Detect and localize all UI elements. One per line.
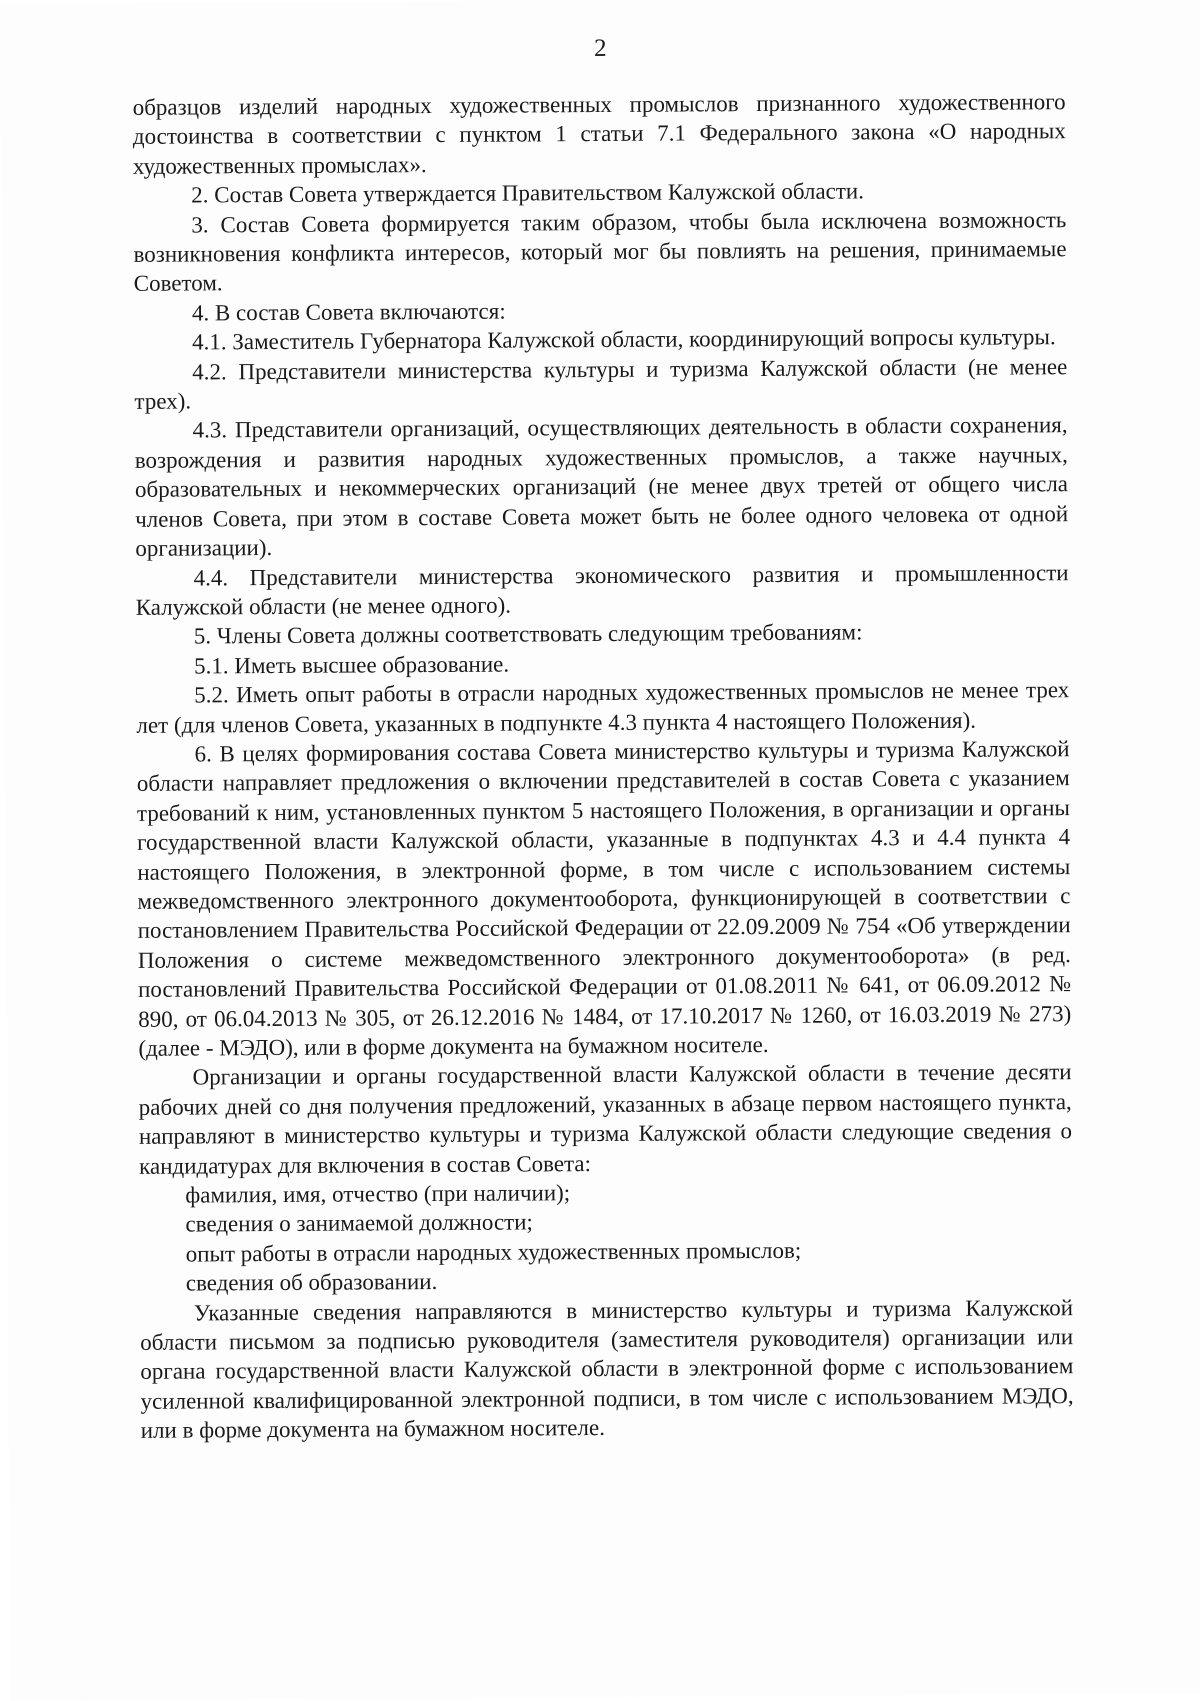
paragraph-continuation: образцов изделий народных художественных промыслов признанного художественного достоинства в соответствии с пунктом 1 статьи 7.1 Федерального закона «О народных художественных промыслах».: [132, 89, 1066, 179]
list-item-experience: опыт работы в отрасли народных художественных промыслов;: [185, 1237, 802, 1267]
list-item-education: сведения об образовании.: [185, 1269, 438, 1296]
paragraph-item-5-2: 5.2. Иметь опыт работы в отрасли народных художественных промыслов не менее трех лет (для членов Совета, указанных в подпункте 4.3 пункта 4 настоящего Положения).: [136, 677, 1070, 738]
paragraph-item-6-third: Указанные сведения направляются в министерство культуры и туризма Калужской области письмом за подписью руководителя (заместителя руководителя) организации или органа государственной власти Калужской области в электронной форме с использованием усиленной квалифицированной электронной подписи, в том числе с использованием МЭДО, или в форме документа на бумажном носителе.: [140, 1294, 1074, 1444]
paragraph-item-5: 5. Члены Совета должны соответствовать следующим требованиям:: [193, 619, 863, 649]
paragraph-item-4: 4. В состав Совета включаются:: [191, 298, 506, 326]
paragraph-item-2: 2. Состав Совета утверждается Правительством Калужской области.: [191, 178, 864, 208]
paragraph-item-4-2: 4.2. Представители министерства культуры и туризма Калужской области (не менее трех).: [134, 353, 1068, 414]
document-body: [133, 87, 1074, 1445]
page-number: 2: [593, 34, 607, 63]
paragraph-item-3: 3. Состав Совета формируется таким образом, чтобы была исключена возможность возникновения конфликта интересов, который мог бы повлиять на решения, принимаемые Советом.: [133, 206, 1067, 297]
paragraph-item-4-4: 4.4. Представители министерства экономического развития и промышленности Калужской области (не менее одного).: [135, 559, 1069, 620]
paragraph-item-6-second: Организации и органы государственной власти Калужской области в течение десяти рабочих дней со дня получения предложений, указанных в абзаце первом настоящего пункта, направляют в министерство культуры и туризма Калужской области следующие сведения о кандидатурах для включения в состав Совета:: [138, 1059, 1072, 1179]
paragraph-item-6: 6. В целях формирования состава Совета министерство культуры и туризма Калужской области направляет предложения о включении представителей в состав Совета с указанием требований к ним, установленных пунктом 5 настоящего Положения, в организации и органы государственной власти Калужской области, указанные в подпунктах 4.3 и 4.4 пункта 4 настоящего Положения, в электронной форме, в том числе с использованием системы межведомственного электронного документооборота, функционирующей в соответствии с постановлением Правительства Российской Федерации от 22.09.2009 № 754 «Об утверждении Положения о системе межведомственного электронного документооборота» (в ред. постановлений Правительства Российской Федерации от 01.08.2011 № 641, от 06.09.2012 № 890, от 06.04.2013 № 305, от 26.12.2016 № 1484, от 17.10.2017 № 1260, от 16.03.2019 № 273) (далее - МЭДО), или в форме документа на бумажном носителе.: [136, 736, 1072, 1061]
list-item-position: сведения о занимаемой должности;: [185, 1209, 533, 1237]
paragraph-item-4-1: 4.1. Заместитель Губернатора Калужской области, координирующий вопросы культуры.: [192, 324, 1056, 355]
paragraph-item-4-3: 4.3. Представители организаций, осуществляющих деятельность в области сохранения, возрождения и развития народных художественных промыслов, а также научных, образовательных и некоммерческих организаций (не менее двух третей от общего числа членов Совета, при этом в составе Совета может быть не более одного человека от одной организации).: [134, 412, 1069, 561]
list-item-full-name: фамилия, имя, отчество (при наличии);: [185, 1180, 571, 1208]
paragraph-item-5-1: 5.1. Иметь высшее образование.: [193, 651, 510, 679]
